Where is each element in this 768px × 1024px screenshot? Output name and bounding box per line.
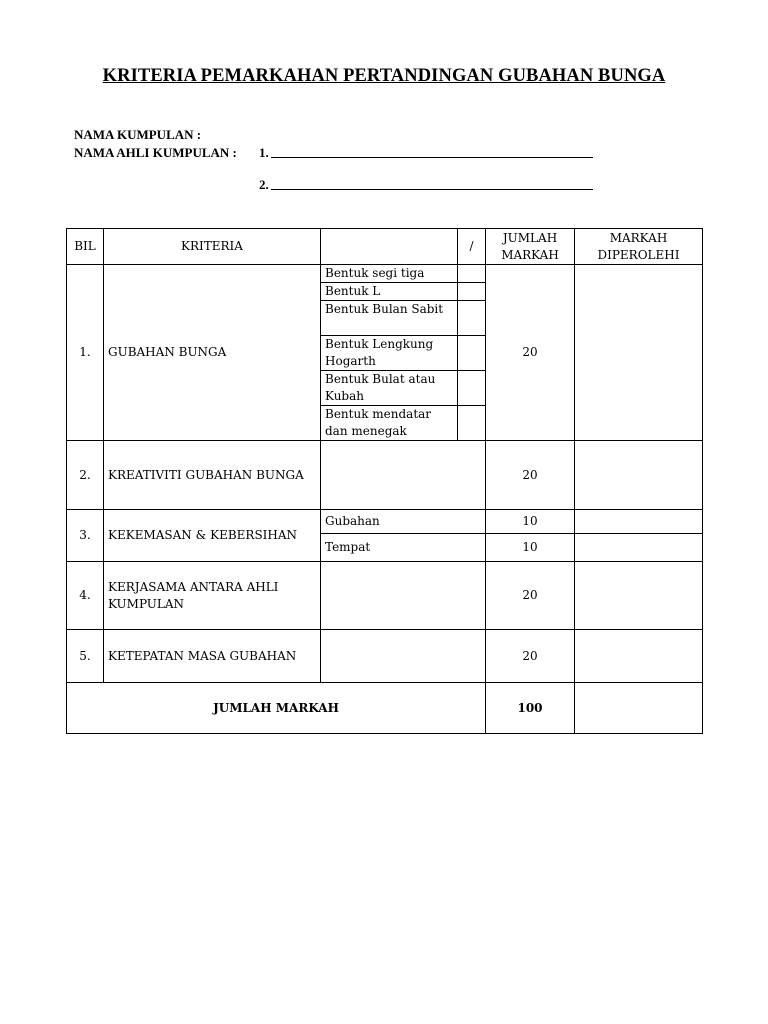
- row-1-bil: 1.: [67, 265, 104, 441]
- row-1-tick-3[interactable]: [458, 301, 486, 336]
- row-1-sub-4: Bentuk Lengkung Hogarth: [321, 336, 458, 371]
- row-2-blank: [321, 441, 486, 510]
- row-2-kriteria: KREATIVITI GUBAHAN BUNGA: [104, 441, 321, 510]
- row-4-markah: 20: [486, 562, 575, 630]
- row-4-bil: 4.: [67, 562, 104, 630]
- row-3-markah-2: 10: [486, 534, 575, 562]
- row-1-sub-6: Bentuk mendatar dan menegak: [321, 406, 458, 441]
- row-4-diperolehi[interactable]: [575, 562, 703, 630]
- row-2-bil: 2.: [67, 441, 104, 510]
- table-row: [67, 562, 703, 630]
- row-3-sub-1: Gubahan: [321, 510, 486, 534]
- row-3-markah-1: 10: [486, 510, 575, 534]
- row-1-tick-5[interactable]: [458, 371, 486, 406]
- page-title: KRITERIA PEMARKAHAN PERTANDINGAN GUBAHAN BUNGA: [102, 66, 666, 86]
- group-name-label: NAMA KUMPULAN :: [74, 127, 202, 142]
- row-1-sub-3: Bentuk Bulan Sabit: [321, 301, 458, 336]
- member-1-number: 1.: [259, 145, 269, 160]
- member-1-field[interactable]: [271, 157, 593, 158]
- row-4-blank: [321, 562, 486, 630]
- row-1-diperolehi[interactable]: [575, 265, 703, 441]
- header-tick: /: [458, 229, 486, 265]
- member-2-number: 2.: [259, 177, 269, 192]
- header-kriteria: KRITERIA: [104, 229, 321, 265]
- row-2-diperolehi[interactable]: [575, 441, 703, 510]
- total-row: [67, 683, 703, 734]
- member-2-field[interactable]: [271, 189, 593, 190]
- row-3-sub-2: Tempat: [321, 534, 486, 562]
- row-5-diperolehi[interactable]: [575, 630, 703, 683]
- row-3-kriteria: KEKEMASAN & KEBERSIHAN: [104, 510, 321, 562]
- row-1-tick-1[interactable]: [458, 265, 486, 283]
- row-1-tick-4[interactable]: [458, 336, 486, 371]
- table-header-row: [67, 229, 703, 265]
- marking-table: [66, 228, 703, 734]
- table-row: [67, 441, 703, 510]
- row-1-markah: 20: [486, 265, 575, 441]
- table-row: [67, 630, 703, 683]
- row-3-diperolehi-1[interactable]: [575, 510, 703, 534]
- total-value: 100: [486, 683, 575, 734]
- row-1-tick-2[interactable]: [458, 283, 486, 301]
- total-diperolehi[interactable]: [575, 683, 703, 734]
- table-row: [67, 510, 703, 534]
- table-row: [67, 265, 703, 283]
- header-jumlah-markah: JUMLAH MARKAH: [486, 229, 575, 265]
- row-1-sub-1: Bentuk segi tiga: [321, 265, 458, 283]
- row-5-markah: 20: [486, 630, 575, 683]
- row-1-sub-5: Bentuk Bulat atau Kubah: [321, 371, 458, 406]
- row-5-kriteria: KETEPATAN MASA GUBAHAN: [104, 630, 321, 683]
- total-label: JUMLAH MARKAH: [67, 683, 486, 734]
- row-3-diperolehi-2[interactable]: [575, 534, 703, 562]
- row-1-kriteria: GUBAHAN BUNGA: [104, 265, 321, 441]
- header-blank: [321, 229, 458, 265]
- row-5-blank: [321, 630, 486, 683]
- header-bil: BIL: [67, 229, 104, 265]
- row-4-kriteria: KERJASAMA ANTARA AHLI KUMPULAN: [104, 562, 321, 630]
- row-3-bil: 3.: [67, 510, 104, 562]
- row-5-bil: 5.: [67, 630, 104, 683]
- row-1-tick-6[interactable]: [458, 406, 486, 441]
- row-2-markah: 20: [486, 441, 575, 510]
- members-label: NAMA AHLI KUMPULAN :: [74, 145, 237, 160]
- row-1-sub-2: Bentuk L: [321, 283, 458, 301]
- header-markah-diperolehi: MARKAH DIPEROLEHI: [575, 229, 703, 265]
